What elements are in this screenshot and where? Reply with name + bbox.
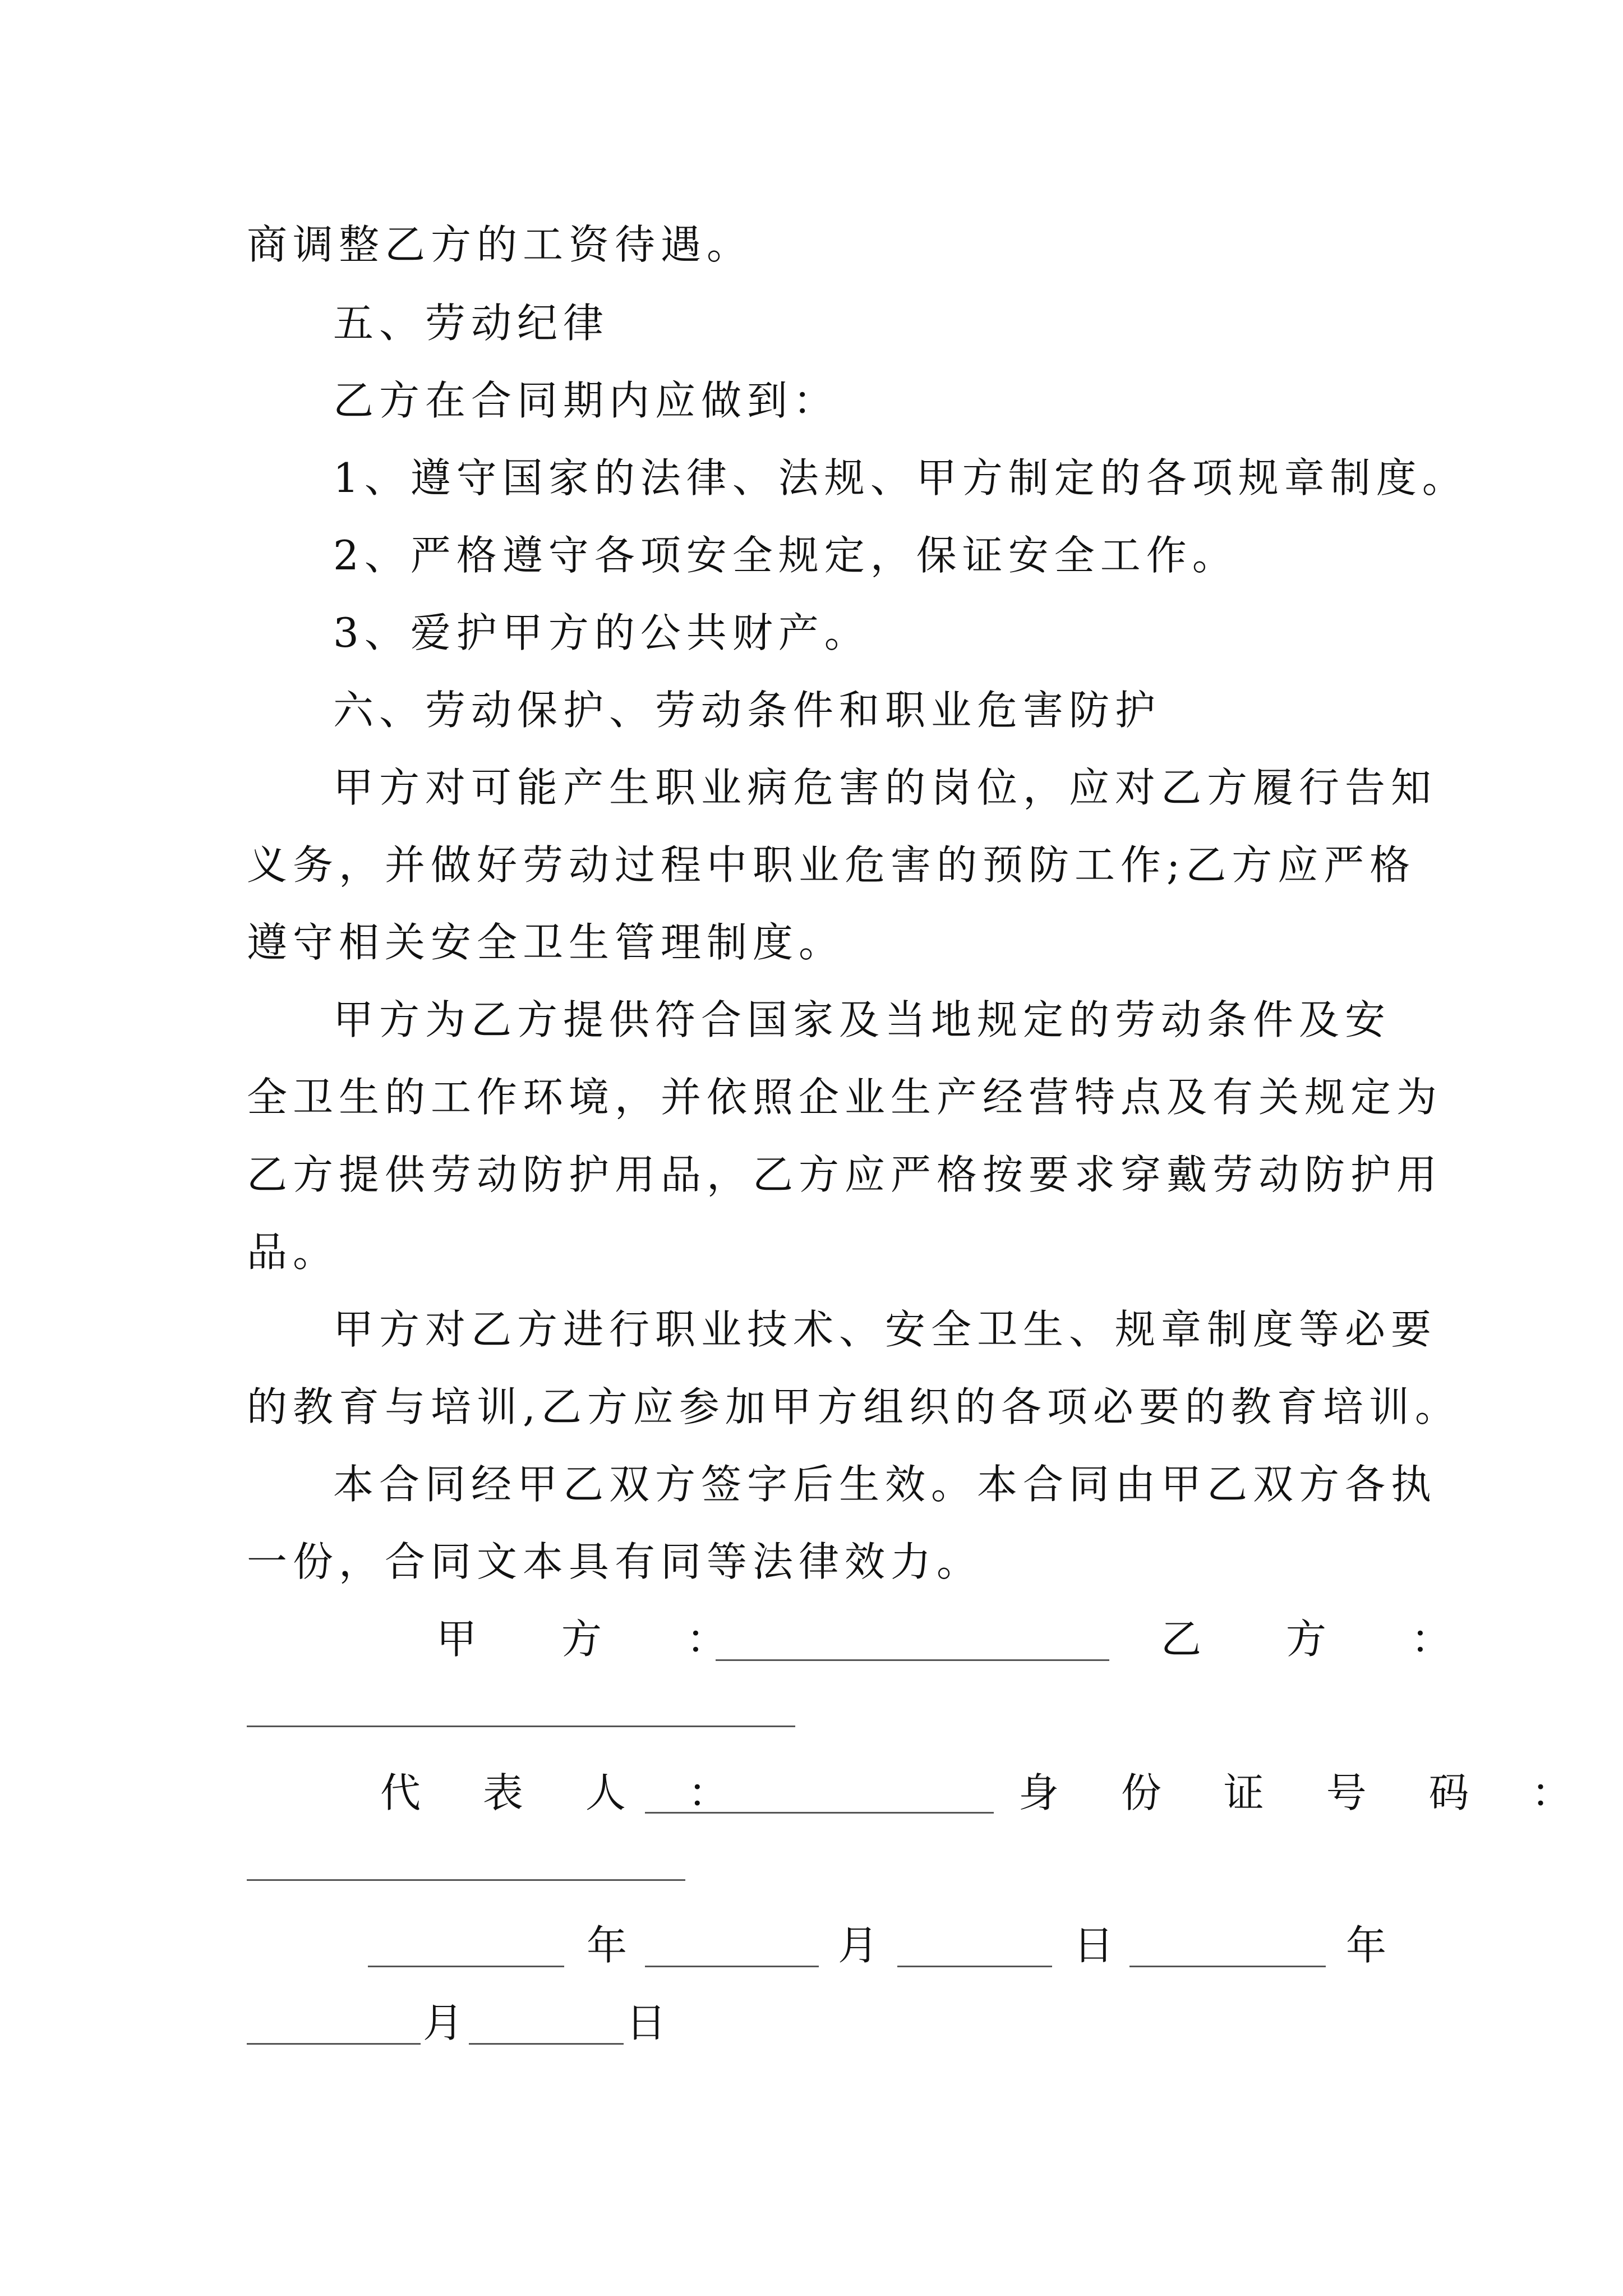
date-b-day-blank [469,2043,624,2045]
party-a-label: 甲 方 ： [436,1616,763,1663]
paragraph-line: 本合同经甲乙双方签字后生效。本合同由甲乙双方各执 [333,1461,1437,1508]
paragraph-line: 乙方在合同期内应做到： [333,377,840,424]
month-label: 月 [423,1999,464,2046]
id-number-label: 身 份 证 号 码 ： [1018,1769,1597,1816]
paragraph-line: 甲方对可能产生职业病危害的岗位，应对乙方履行告知 [333,764,1437,811]
party-b-label: 乙 方 ： [1161,1616,1487,1663]
list-item: 1、遵守国家的法律、法规、甲方制定的各项规章制度。 [333,454,1468,501]
signature-row-id [1018,1765,1597,1821]
paragraph-line: 乙方提供劳动防护用品，乙方应严格按要求穿戴劳动防护用 [247,1151,1443,1198]
representative-blank [645,1812,994,1814]
date-a-day-blank [897,1966,1052,1967]
paragraph-line: 遵守相关安全卫生管理制度。 [247,919,845,966]
day-label: 日 [626,1999,667,2046]
date-a-day [1073,1917,1124,1973]
year-label: 年 [1346,1922,1387,1969]
date-b-month-blank [247,2043,421,2045]
paragraph-line: 义务，并做好劳动过程中职业危害的预防工作;乙方应严格 [247,841,1416,889]
month-label: 月 [838,1922,879,1969]
date-b-month [423,1995,473,2051]
date-b-year-blank [1129,1966,1326,1967]
paragraph-line: 甲方对乙方进行职业技术、安全卫生、规章制度等必要 [333,1306,1437,1353]
paragraph-line: 甲方为乙方提供符合国家及当地规定的劳动条件及安 [333,996,1391,1043]
date-a-year [587,1917,637,1973]
paragraph-line: 全卫生的工作环境，并依照企业生产经营特点及有关规定为 [247,1074,1443,1121]
date-b-day [626,1995,676,2051]
signature-row-party-b [1161,1611,1487,1667]
paragraph-line: 商调整乙方的工资待遇。 [247,221,753,268]
list-item: 3、爱护甲方的公共财产。 [333,609,870,656]
paragraph-line: 的教育与培训,乙方应参加甲方组织的各项必要的教育培训。 [247,1383,1461,1430]
section-heading: 五、劳动纪律 [333,300,610,347]
paragraph-line: 一份，合同文本具有同等法律效力。 [247,1538,983,1585]
representative-label: 代 表 人 ： [380,1769,753,1816]
date-a-month [838,1917,888,1973]
party-a-blank [716,1659,1109,1661]
date-a-month-blank [645,1966,819,1967]
date-b-year [1346,1917,1396,1973]
day-label: 日 [1073,1922,1114,1969]
section-heading: 六、劳动保护、劳动条件和职业危害防护 [333,687,1161,734]
list-item: 2、严格遵守各项安全规定，保证安全工作。 [333,532,1238,579]
year-label: 年 [587,1922,628,1969]
date-a-year-blank [368,1966,564,1967]
paragraph-line: 品。 [247,1228,339,1276]
party-b-blank [247,1726,795,1727]
id-number-blank [247,1879,685,1881]
